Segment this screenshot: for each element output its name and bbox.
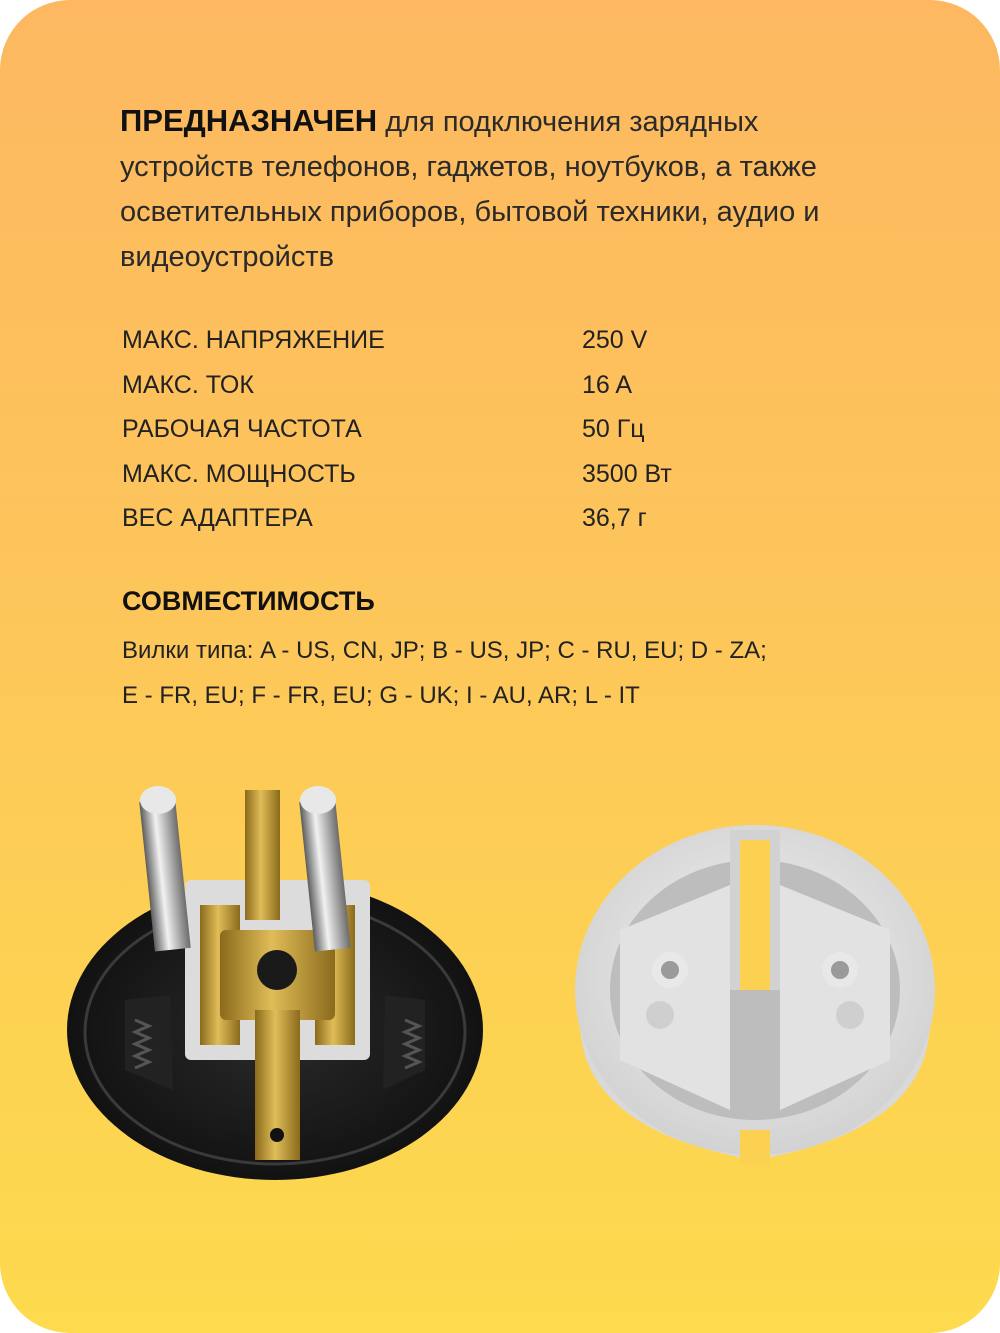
spec-label: МАКС. НАПРЯЖЕНИЕ [122,326,385,354]
spec-label: РАБОЧАЯ ЧАСТОТА [122,415,362,443]
spec-table [122,318,822,541]
plug-mechanism-image [55,770,500,1190]
spec-label: МАКС. МОЩНОСТЬ [122,459,356,488]
cap-image [560,790,950,1170]
spec-value: 3500 Вт [582,459,672,488]
spec-value: 36,7 г [582,504,647,532]
cap-slot [740,840,770,990]
spec-value: 250 V [582,326,648,354]
compatibility-title: СОВМЕСТИМОСТЬ [122,586,375,616]
compatibility-line: Вилки типа: A - US, CN, JP; B - US, JP; C - RU, EU; D - ZA; [122,637,767,664]
spec-label: ВЕС АДАПТЕРА [122,504,313,532]
spec-value: 50 Гц [582,415,645,443]
intro-paragraph [120,98,880,280]
compatibility-text [122,628,882,718]
intro-lead: ПРЕДНАЗНАЧЕН [120,103,378,138]
spec-row [122,496,822,541]
spec-value: 16 A [582,370,633,399]
ground-contact [245,790,280,920]
intro-text: для подключения зарядных устройств телефонов, гаджетов, ноутбуков, а также осветительных приборов, бытовой техники, аудио и видеоустройств [120,106,820,273]
spec-label: МАКС. ТОК [122,370,254,399]
compatibility-line: E - FR, EU; F - FR, EU; G - UK; I - AU, AR; L - IT [122,682,640,709]
spec-row [122,407,822,452]
spec-row [122,318,822,363]
spec-row [122,452,822,497]
spec-row [122,363,822,408]
